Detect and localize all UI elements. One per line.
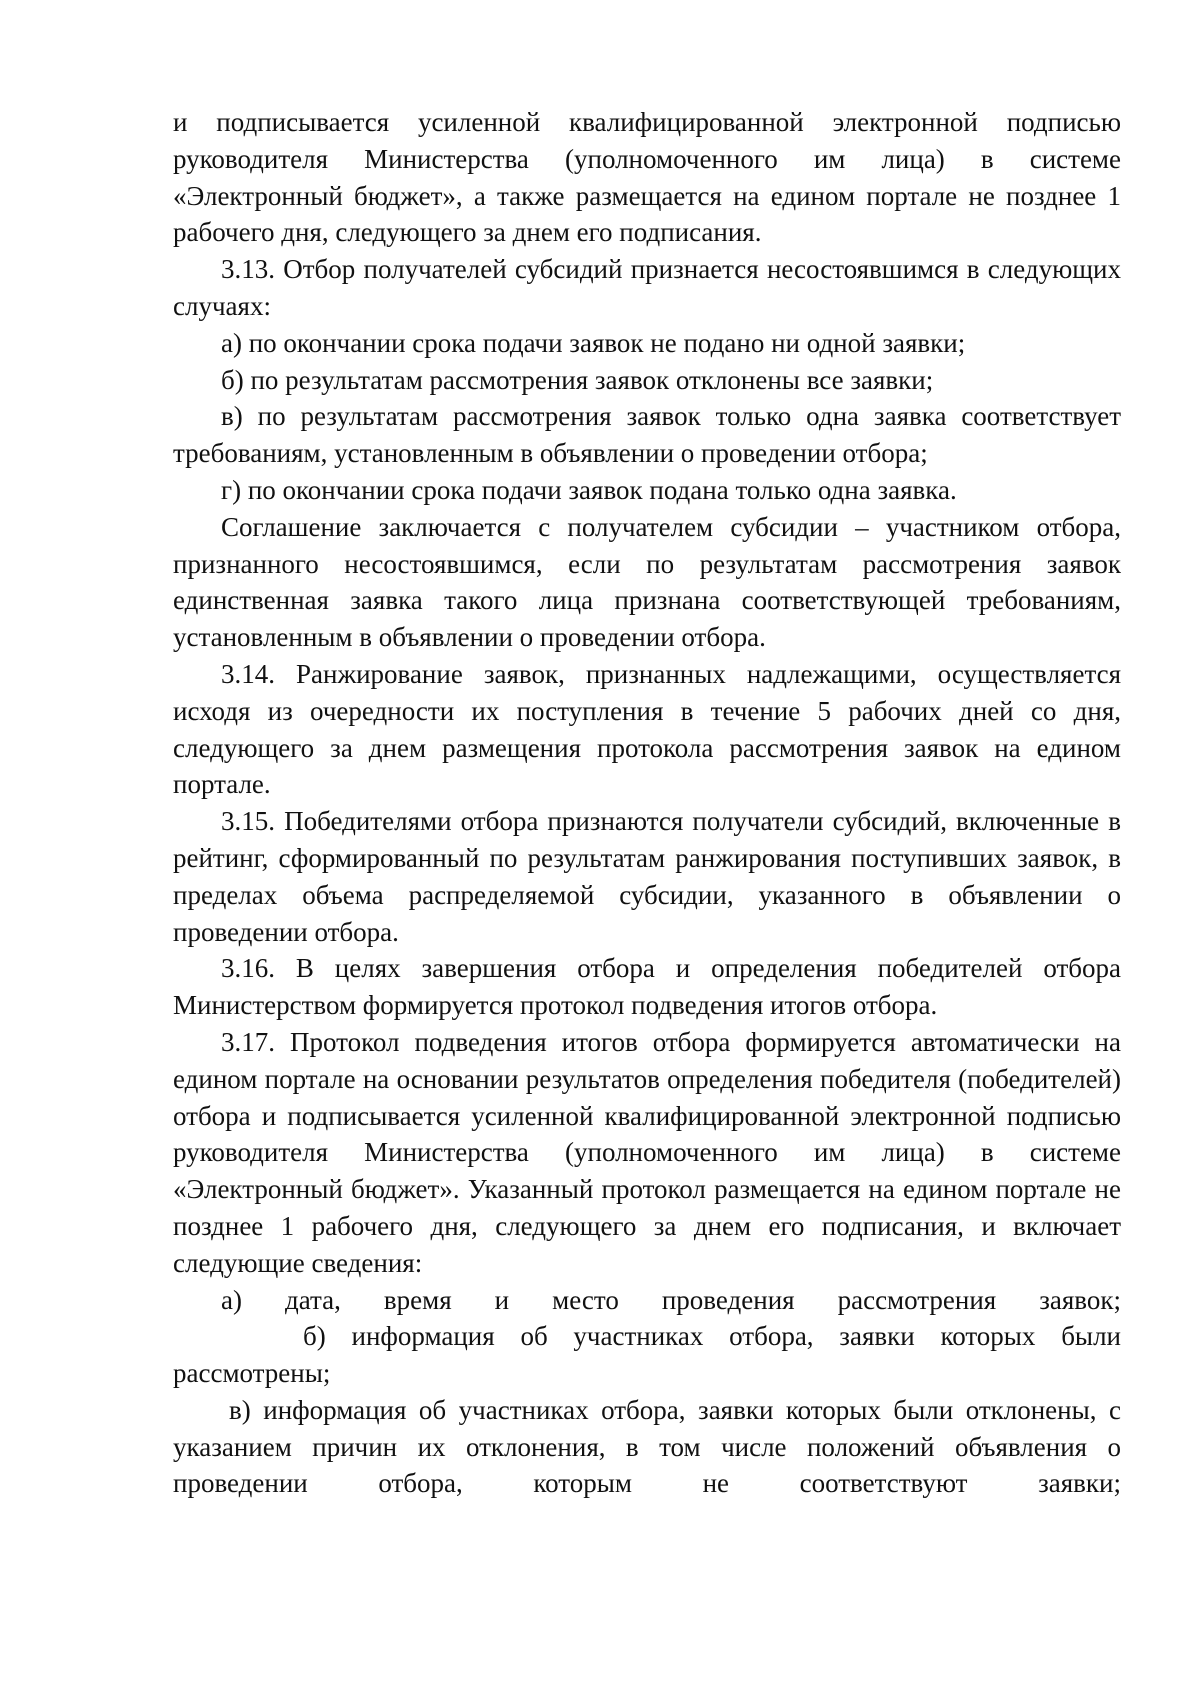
paragraph-agreement: Соглашение заключается с получателем субсидии – участником отбора, признанного несостоявшимся, если по результатам рассмотрения заявок единственная заявка такого лица признана соответствующей требованиям, установленным в объявлении о проведении отбора. [173,511,1121,653]
document-page [173,104,1121,1502]
paragraph-3-13-a: а) по окончании срока подачи заявок не подано ни одной заявки; [221,327,966,358]
paragraph-continuation: и подписывается усиленной квалифицированной электронной подписью руководителя Министерства (уполномоченного им лица) в системе «Электронный бюджет», а также размещается на едином портале не позднее 1 рабочего дня, следующего за днем его подписания. [173,107,1121,248]
paragraph-3-13-v: в) по результатам рассмотрения заявок только одна заявка соответствует требованиям, установленным в объявлении о проведении отбора; [173,401,1121,469]
paragraph-3-17: 3.17. Протокол подведения итогов отбора формируется автоматически на едином портале на основании результатов определения победителя (победителей) отбора и подписывается усиленной квалифицированной электронной подписью руководителя Министерства (уполномоченного им лица) в системе «Электронный бюджет». Указанный протокол размещается на едином портале не позднее 1 рабочего дня, следующего за днем его подписания, и включает следующие сведения: [173,1026,1121,1278]
paragraph-3-17-a: а) дата, время и место проведения рассмотрения заявок; [221,1284,1121,1315]
paragraph-3-13: 3.13. Отбор получателей субсидий признается несостоявшимся в следующих случаях: [173,254,1121,321]
paragraph-3-17-v: в) информация об участниках отбора, заявки которых были отклонены, с указанием причин их отклонения, в том числе положений объявления о проведении отбора, которым не соответствуют заявки; [173,1394,1121,1499]
paragraph-3-16: 3.16. В целях завершения отбора и определения победителей отбора Министерством формируется протокол подведения итогов отбора. [173,953,1121,1021]
paragraph-3-15: 3.15. Победителями отбора признаются получатели субсидий, включенные в рейтинг, сформированный по результатам ранжирования поступивших заявок, в пределах объема распределяемой субсидии, указанного в объявлении о проведении отбора. [173,806,1121,947]
paragraph-3-13-b: б) по результатам рассмотрения заявок отклонены все заявки; [221,364,934,395]
paragraph-3-17-b: б) информация об участниках отбора, заявки которых были рассмотрены; [173,1321,1121,1389]
paragraph-3-14: 3.14. Ранжирование заявок, признанных надлежащими, осуществляется исходя из очередности их поступления в течение 5 рабочих дней со дня, следующего за днем размещения протокола рассмотрения заявок на едином портале. [173,658,1121,800]
paragraph-3-13-g: г) по окончании срока подачи заявок подана только одна заявка. [221,474,957,505]
